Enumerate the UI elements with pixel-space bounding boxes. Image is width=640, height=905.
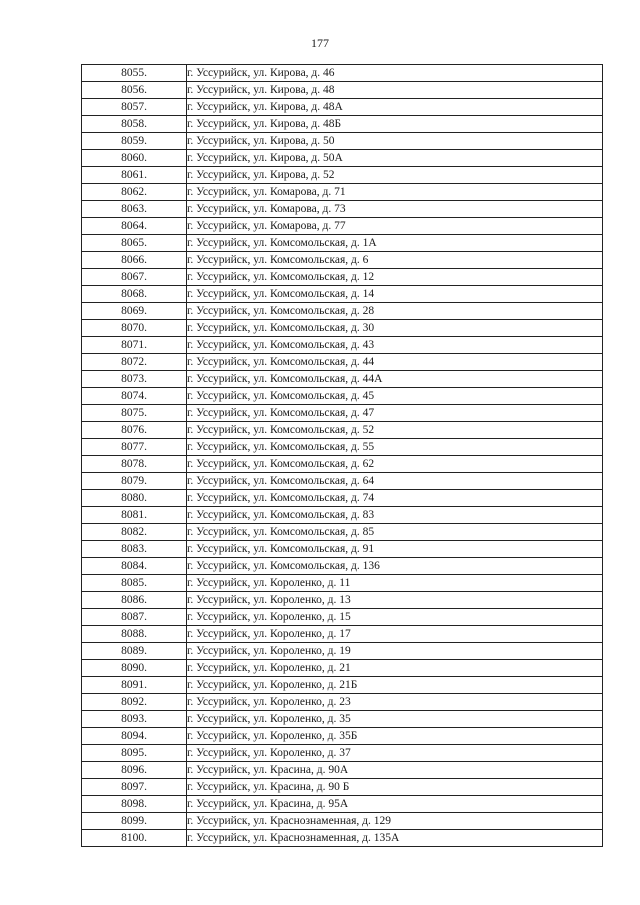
table-row — [82, 286, 603, 303]
row-address: г. Уссурийск, ул. Комсомольская, д. 43 — [187, 337, 603, 354]
row-number: 8069. — [82, 303, 187, 320]
row-address: г. Уссурийск, ул. Комсомольская, д. 44 — [187, 354, 603, 371]
row-address: г. Уссурийск, ул. Комсомольская, д. 30 — [187, 320, 603, 337]
table-row — [82, 643, 603, 660]
table-row — [82, 439, 603, 456]
row-number: 8088. — [82, 626, 187, 643]
row-address: г. Уссурийск, ул. Кирова, д. 52 — [187, 167, 603, 184]
row-number: 8075. — [82, 405, 187, 422]
row-address: г. Уссурийск, ул. Комсомольская, д. 62 — [187, 456, 603, 473]
row-address: г. Уссурийск, ул. Комсомольская, д. 83 — [187, 507, 603, 524]
table-row — [82, 524, 603, 541]
row-number: 8084. — [82, 558, 187, 575]
table-row — [82, 388, 603, 405]
row-number: 8078. — [82, 456, 187, 473]
row-address: г. Уссурийск, ул. Комарова, д. 71 — [187, 184, 603, 201]
table-row — [82, 609, 603, 626]
row-number: 8096. — [82, 762, 187, 779]
row-number: 8064. — [82, 218, 187, 235]
table-row — [82, 830, 603, 847]
table-row — [82, 99, 603, 116]
row-address: г. Уссурийск, ул. Комарова, д. 77 — [187, 218, 603, 235]
row-address: г. Уссурийск, ул. Короленко, д. 19 — [187, 643, 603, 660]
row-address: г. Уссурийск, ул. Комарова, д. 73 — [187, 201, 603, 218]
table-row — [82, 694, 603, 711]
table-row — [82, 592, 603, 609]
table-row — [82, 201, 603, 218]
table-row — [82, 728, 603, 745]
row-address: г. Уссурийск, ул. Комсомольская, д. 12 — [187, 269, 603, 286]
table-row — [82, 507, 603, 524]
row-address: г. Уссурийск, ул. Короленко, д. 37 — [187, 745, 603, 762]
row-number: 8062. — [82, 184, 187, 201]
row-address: г. Уссурийск, ул. Комсомольская, д. 28 — [187, 303, 603, 320]
table-row — [82, 252, 603, 269]
row-number: 8076. — [82, 422, 187, 439]
table-row — [82, 456, 603, 473]
row-address: г. Уссурийск, ул. Кирова, д. 50А — [187, 150, 603, 167]
table-row — [82, 796, 603, 813]
table-row — [82, 337, 603, 354]
row-number: 8063. — [82, 201, 187, 218]
table-row — [82, 779, 603, 796]
table-row — [82, 660, 603, 677]
table-row — [82, 269, 603, 286]
table-row — [82, 167, 603, 184]
row-address: г. Уссурийск, ул. Комсомольская, д. 91 — [187, 541, 603, 558]
row-address: г. Уссурийск, ул. Короленко, д. 17 — [187, 626, 603, 643]
row-number: 8093. — [82, 711, 187, 728]
table-row — [82, 711, 603, 728]
row-address: г. Уссурийск, ул. Краснознаменная, д. 135А — [187, 830, 603, 847]
table-row — [82, 490, 603, 507]
row-address: г. Уссурийск, ул. Короленко, д. 35 — [187, 711, 603, 728]
row-number: 8087. — [82, 609, 187, 626]
row-number: 8077. — [82, 439, 187, 456]
row-number: 8082. — [82, 524, 187, 541]
table-row — [82, 762, 603, 779]
row-number: 8065. — [82, 235, 187, 252]
row-number: 8072. — [82, 354, 187, 371]
row-address: г. Уссурийск, ул. Короленко, д. 13 — [187, 592, 603, 609]
row-number: 8067. — [82, 269, 187, 286]
row-address: г. Уссурийск, ул. Короленко, д. 11 — [187, 575, 603, 592]
row-number: 8074. — [82, 388, 187, 405]
table-row — [82, 371, 603, 388]
row-address: г. Уссурийск, ул. Кирова, д. 50 — [187, 133, 603, 150]
row-number: 8068. — [82, 286, 187, 303]
row-number: 8071. — [82, 337, 187, 354]
table-row — [82, 320, 603, 337]
row-address: г. Уссурийск, ул. Комсомольская, д. 85 — [187, 524, 603, 541]
row-address: г. Уссурийск, ул. Комсомольская, д. 52 — [187, 422, 603, 439]
row-address: г. Уссурийск, ул. Кирова, д. 48А — [187, 99, 603, 116]
row-number: 8059. — [82, 133, 187, 150]
table-row — [82, 133, 603, 150]
row-address: г. Уссурийск, ул. Короленко, д. 23 — [187, 694, 603, 711]
table-row — [82, 218, 603, 235]
table-row — [82, 303, 603, 320]
row-address: г. Уссурийск, ул. Комсомольская, д. 6 — [187, 252, 603, 269]
table-row — [82, 473, 603, 490]
address-table — [81, 64, 603, 847]
table-row — [82, 558, 603, 575]
row-number: 8055. — [82, 65, 187, 82]
table-row — [82, 82, 603, 99]
row-address: г. Уссурийск, ул. Кирова, д. 48 — [187, 82, 603, 99]
row-number: 8083. — [82, 541, 187, 558]
row-number: 8080. — [82, 490, 187, 507]
table-row — [82, 422, 603, 439]
row-number: 8057. — [82, 99, 187, 116]
row-number: 8085. — [82, 575, 187, 592]
row-address: г. Уссурийск, ул. Комсомольская, д. 74 — [187, 490, 603, 507]
row-number: 8094. — [82, 728, 187, 745]
row-number: 8095. — [82, 745, 187, 762]
row-number: 8073. — [82, 371, 187, 388]
row-address: г. Уссурийск, ул. Краснознаменная, д. 129 — [187, 813, 603, 830]
table-row — [82, 575, 603, 592]
row-address: г. Уссурийск, ул. Кирова, д. 46 — [187, 65, 603, 82]
row-number: 8089. — [82, 643, 187, 660]
row-number: 8060. — [82, 150, 187, 167]
row-number: 8070. — [82, 320, 187, 337]
row-address: г. Уссурийск, ул. Комсомольская, д. 47 — [187, 405, 603, 422]
row-number: 8090. — [82, 660, 187, 677]
row-address: г. Уссурийск, ул. Комсомольская, д. 64 — [187, 473, 603, 490]
row-number: 8061. — [82, 167, 187, 184]
table-row — [82, 150, 603, 167]
row-number: 8097. — [82, 779, 187, 796]
table-row — [82, 677, 603, 694]
row-number: 8098. — [82, 796, 187, 813]
row-number: 8099. — [82, 813, 187, 830]
row-address: г. Уссурийск, ул. Комсомольская, д. 136 — [187, 558, 603, 575]
row-number: 8086. — [82, 592, 187, 609]
row-address: г. Уссурийск, ул. Комсомольская, д. 45 — [187, 388, 603, 405]
row-address: г. Уссурийск, ул. Красина, д. 90А — [187, 762, 603, 779]
row-number: 8079. — [82, 473, 187, 490]
table-row — [82, 65, 603, 82]
address-table-body — [82, 65, 603, 847]
table-row — [82, 405, 603, 422]
row-address: г. Уссурийск, ул. Короленко, д. 15 — [187, 609, 603, 626]
row-address: г. Уссурийск, ул. Короленко, д. 21 — [187, 660, 603, 677]
table-row — [82, 626, 603, 643]
table-row — [82, 354, 603, 371]
table-row — [82, 541, 603, 558]
table-row — [82, 745, 603, 762]
table-row — [82, 813, 603, 830]
row-number: 8058. — [82, 116, 187, 133]
row-number: 8081. — [82, 507, 187, 524]
row-address: г. Уссурийск, ул. Красина, д. 90 Б — [187, 779, 603, 796]
row-address: г. Уссурийск, ул. Комсомольская, д. 44А — [187, 371, 603, 388]
row-number: 8066. — [82, 252, 187, 269]
table-row — [82, 184, 603, 201]
row-address: г. Уссурийск, ул. Короленко, д. 35Б — [187, 728, 603, 745]
table-row — [82, 235, 603, 252]
row-address: г. Уссурийск, ул. Красина, д. 95А — [187, 796, 603, 813]
row-address: г. Уссурийск, ул. Комсомольская, д. 14 — [187, 286, 603, 303]
row-address: г. Уссурийск, ул. Комсомольская, д. 1А — [187, 235, 603, 252]
table-row — [82, 116, 603, 133]
row-address: г. Уссурийск, ул. Короленко, д. 21Б — [187, 677, 603, 694]
row-number: 8100. — [82, 830, 187, 847]
row-address: г. Уссурийск, ул. Комсомольская, д. 55 — [187, 439, 603, 456]
row-number: 8056. — [82, 82, 187, 99]
row-number: 8091. — [82, 677, 187, 694]
row-address: г. Уссурийск, ул. Кирова, д. 48Б — [187, 116, 603, 133]
row-number: 8092. — [82, 694, 187, 711]
page-number: 177 — [311, 36, 329, 50]
